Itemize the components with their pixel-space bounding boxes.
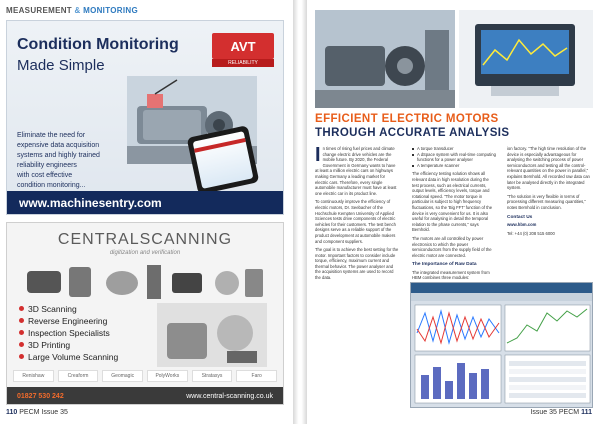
list-item: A torque transducer: [412, 146, 496, 152]
article-title-line2: THROUGH ACCURATE ANALYSIS: [315, 127, 510, 139]
drop-cap: I: [315, 144, 321, 166]
issue-number: Issue 35: [41, 409, 68, 416]
ad1-pitch-line: reliability engineers: [17, 162, 77, 169]
right-page: [307, 0, 600, 424]
partner-logos: [13, 370, 277, 382]
module-list: [412, 146, 496, 168]
list-item: Inspection Specialists: [19, 327, 118, 339]
ad1-subtitle: Made Simple: [17, 57, 105, 74]
partner-logo: Stratasys: [192, 370, 233, 382]
section-heading: [6, 6, 138, 15]
software-screenshot: [410, 282, 593, 408]
issue-number: Issue 35: [530, 409, 557, 416]
ad2-services-list: [19, 303, 118, 363]
list-item: A temperature scanner: [412, 163, 496, 169]
contact-phone: Tel: +44 (0) 208 515 6000: [507, 230, 555, 236]
paragraph: To continuously improve the efficiency of electric motors, Dr. Seebacher of the Hochschule Kempten University of Applied Sciences tests drive components of electric vehicles for their customers. The test bench designs serve as a reliable support of the product development at automobile makers and component suppliers.: [315, 199, 396, 244]
condition-monitoring-ad[interactable]: [6, 20, 284, 215]
paragraph: The motors are all controlled by power electronics to which the power semiconductors from the supply field of the electric motor are connected.: [412, 235, 492, 258]
list-item: A dSpace system with real-time computing functions for a power analyser: [412, 152, 496, 163]
ad2-web[interactable]: www.central-scanning.co.uk: [186, 393, 273, 400]
section-heading-part1: MEASUREMENT: [6, 6, 72, 15]
partner-logo: Renishaw: [13, 370, 54, 382]
paragraph: The integrated measurement system from HBM combines three modules:: [412, 269, 490, 281]
paragraph: The goal is to achieve the best setting for the motor. Important factors to consider include torque, efficiency, maximum current and thermal behavior. The power analyser and the acquisition systems are used to record the data.: [315, 247, 399, 281]
ad1-pitch-line: expensive data acquisition: [17, 142, 100, 149]
partner-logo: PolyWorks: [147, 370, 188, 382]
ad1-url[interactable]: www.machinesentry.com: [7, 191, 283, 215]
page-number: 110: [6, 409, 18, 416]
software-screenshot-icon: [411, 283, 593, 408]
article-column-3: [507, 146, 591, 239]
ad1-title: Condition Monitoring: [17, 36, 179, 53]
partner-logo: Creaform: [58, 370, 99, 382]
ad1-pitch-line: condition monitoring...: [17, 182, 86, 189]
ad1-pitch-line: with cost effective: [17, 172, 73, 179]
paragraph: The efficiency testing solution shows all relevant data in high resolution during the test process, such as electrical currents, output levels, efficiency levels, torque and rotational speed. "The motor torque in particular is subject to high frequency fluctuations, so the 'Big FFT' function of the device is very convenient for us. It is also useful for analysing in detail the temporal relation to the phase currents," says Bernhold.: [412, 171, 493, 233]
central-scanning-ad[interactable]: [6, 222, 284, 405]
partner-logo: Faro: [236, 370, 277, 382]
subheading: The Importance of Raw Data: [412, 262, 477, 268]
ad2-footer: [7, 387, 283, 405]
left-page: [0, 0, 293, 424]
contact-heading: Contact Us: [507, 214, 533, 220]
paragraph: ion factory. "The high time resolution of the device is especially advantageous for analysing the switching process of power semiconductors and testing all the control-relevant quantities on the power in parallel," explains Bernhold. All recorded raw data can later be analysed directly in the integrated system.: [507, 146, 590, 191]
list-item: Reverse Engineering: [19, 315, 118, 327]
avt-logo-tag: RELIABILITY: [212, 59, 274, 67]
avt-logo: AVT: [212, 33, 274, 59]
ad2-phone[interactable]: 01827 530 242: [17, 393, 64, 400]
smartphone-icon: [187, 125, 260, 195]
page-gutter: [293, 0, 307, 424]
folio-left: [6, 409, 68, 416]
test-bench-photos-icon: [315, 10, 593, 108]
partner-logo: Geomagic: [102, 370, 143, 382]
article-column-1: [315, 146, 399, 284]
list-item: Large Volume Scanning: [19, 351, 118, 363]
article-title: [315, 113, 509, 139]
list-item: 3D Printing: [19, 339, 118, 351]
article-column-2: [412, 146, 496, 284]
ad1-pitch-line: systems and highly trained: [17, 152, 100, 159]
paragraph: "The solution is very flexible in terms of processing different measuring quantities," notes Bernhold in conclusion.: [507, 193, 586, 210]
ad2-tagline: digitization and verification: [109, 250, 181, 256]
article-title-line1: EFFICIENT ELECTRIC MOTORS: [315, 113, 499, 125]
page-number: 111: [581, 409, 592, 416]
folio-right: [530, 409, 592, 416]
ad1-pitch: [17, 131, 109, 191]
scanning-photo-icon: [157, 303, 267, 367]
list-item: 3D Scanning: [19, 303, 118, 315]
ad1-pitch-line: Eliminate the need for: [17, 132, 86, 139]
section-heading-part2: MONITORING: [83, 6, 138, 15]
contact-web[interactable]: www.hbm.com: [507, 222, 537, 228]
paragraph: n times of rising fuel prices and climate change electric drive vehicles are the mobile future. By 2020, the Federal Government in Germany wants to have at least a million electric cars on highways making Germany a leading market for electric cars. Therefore, every single automobile manufacturer must have at least one electric car in its product line.: [315, 146, 397, 196]
ad2-brand: CENTRALSCANNING: [57, 231, 233, 248]
magazine-name: PECM: [19, 409, 40, 416]
scanner-products-icon: [27, 263, 267, 303]
section-heading-amp: &: [74, 6, 81, 15]
magazine-name: PECM: [558, 409, 580, 416]
